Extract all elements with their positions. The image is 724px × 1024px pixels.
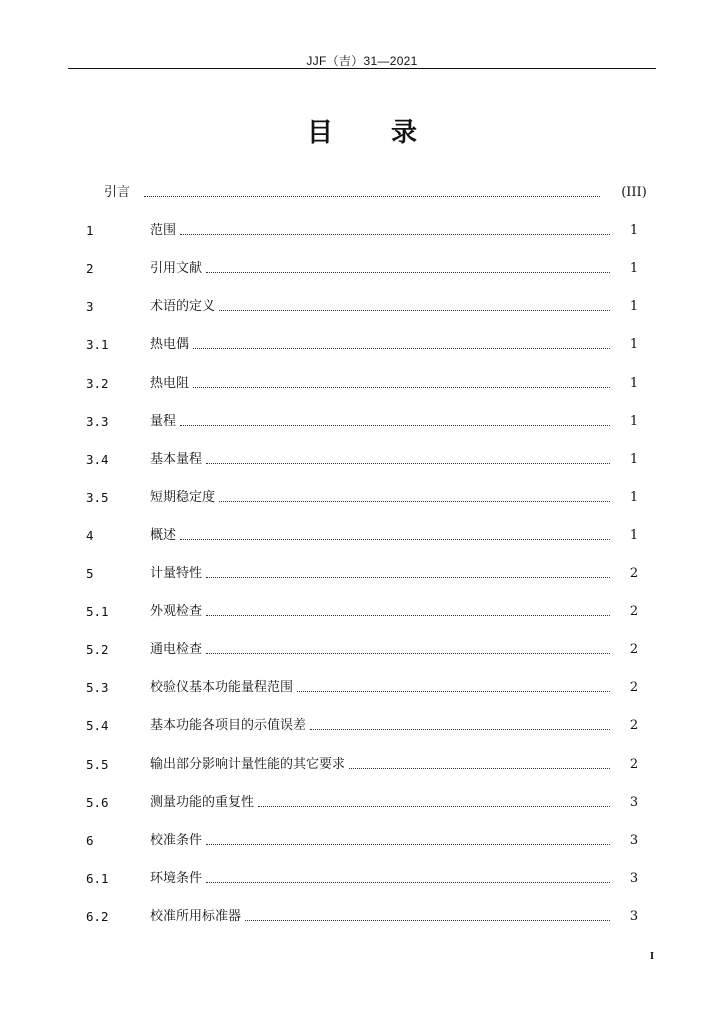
toc-entry-number: 3.2 (86, 375, 109, 391)
toc-dot-leader (144, 195, 600, 197)
toc-entry-page: 2 (629, 604, 639, 620)
toc-entry[interactable] (0, 334, 724, 356)
toc-dot-leader (219, 309, 610, 311)
toc-entry[interactable] (0, 677, 724, 699)
toc-entry-page: 1 (629, 299, 639, 315)
toc-dot-leader (206, 576, 610, 578)
toc-entry-body (150, 220, 610, 242)
toc-entry-label: 量程 (150, 413, 177, 429)
toc-dot-leader (180, 233, 610, 235)
toc-entry-label: 基本量程 (150, 451, 203, 467)
toc-entry-body (150, 487, 610, 509)
toc-entry-label: 热电偶 (150, 337, 190, 353)
toc-entry-page: 3 (629, 908, 639, 924)
toc-entry-body (150, 373, 610, 395)
toc-entry-label: 概述 (150, 527, 177, 543)
toc-entry-number: 3 (86, 299, 94, 315)
toc-entry[interactable] (0, 639, 724, 661)
toc-entry-page: 1 (629, 261, 639, 277)
toc-entry-number: 5.2 (86, 642, 109, 658)
toc-entry-number: 5.3 (86, 680, 109, 696)
toc-entry-label: 短期稳定度 (150, 489, 216, 505)
toc-entry[interactable] (0, 373, 724, 395)
toc-entry-body (150, 868, 610, 890)
toc-entry-page: 2 (629, 718, 639, 734)
toc-entry-number: 5 (86, 566, 94, 581)
toc-entry-number: 5.6 (86, 794, 109, 810)
toc-entry[interactable] (0, 449, 724, 471)
toc-entry-number: 5.1 (86, 604, 109, 620)
toc-entry-number: 1 (86, 223, 94, 239)
toc-entry-body (150, 639, 610, 661)
toc-entry-page: 1 (629, 489, 639, 505)
toc-entry-label: 校准条件 (150, 832, 203, 848)
toc-entry[interactable] (0, 487, 724, 509)
toc-entry-page: 1 (629, 223, 639, 239)
toc-entry[interactable] (0, 296, 724, 318)
toc-entry-label: 通电检查 (150, 642, 203, 658)
toc-dot-leader (206, 652, 610, 654)
toc-entry[interactable] (0, 868, 724, 890)
toc-entry-number: 5.4 (86, 718, 109, 734)
toc-entry-body (150, 449, 610, 471)
toc-entry[interactable] (0, 563, 724, 585)
title-char-2: 录 (391, 118, 418, 148)
toc-entry-body (150, 411, 610, 433)
toc-entry-number: 3.4 (86, 451, 109, 467)
toc-entry-body (150, 334, 610, 356)
toc-entry-page: 2 (629, 642, 639, 658)
toc-entry-label: 校验仪基本功能量程范围 (150, 680, 294, 696)
toc-dot-leader (180, 538, 610, 540)
toc-entry-page: 3 (629, 794, 639, 810)
toc-entry-number: 3.1 (86, 337, 109, 353)
toc-entry-number: 3.3 (86, 413, 109, 429)
toc-dot-leader (206, 843, 610, 845)
toc-entry-body (150, 601, 610, 623)
toc-entry[interactable] (0, 715, 724, 737)
toc-dot-leader (206, 614, 610, 616)
toc-entry-label: 热电阻 (150, 375, 190, 391)
toc-entry-number: 6 (86, 832, 94, 848)
toc-entry-label: 校准所用标准器 (150, 908, 242, 924)
page-folio: I (649, 950, 655, 962)
toc-entry-label: 计量特性 (150, 566, 203, 581)
toc-entry-label: 引用文献 (150, 261, 203, 277)
toc-entry-label: 引言 (104, 185, 131, 200)
toc-entry-label: 术语的定义 (150, 299, 216, 315)
toc-entry-body (104, 182, 600, 204)
toc-entry-number: 3.5 (86, 489, 109, 505)
toc-entry-page: (III) (621, 185, 647, 200)
toc-entry-body (150, 258, 610, 280)
toc-dot-leader (206, 462, 610, 464)
toc-entry[interactable] (0, 182, 724, 204)
toc-entry-page: 2 (629, 566, 639, 581)
toc-entry-label: 测量功能的重复性 (150, 794, 255, 810)
toc-entry-body (150, 677, 610, 699)
toc-entry[interactable] (0, 792, 724, 814)
toc-entry[interactable] (0, 830, 724, 852)
toc-entry-page: 1 (629, 451, 639, 467)
toc-dot-leader (180, 424, 610, 426)
toc-entry-body (150, 563, 610, 585)
toc-entry-page: 1 (629, 527, 639, 543)
toc-dot-leader (310, 728, 610, 730)
toc-entry-page: 2 (629, 756, 639, 772)
toc-entry-body (150, 296, 610, 318)
toc-dot-leader (193, 347, 610, 349)
toc-entry-body (150, 830, 610, 852)
toc-entry-body (150, 754, 610, 776)
toc-entry-label: 基本功能各项目的示值误差 (150, 718, 307, 734)
toc-entry-number: 6.2 (86, 908, 109, 924)
toc-entry[interactable] (0, 525, 724, 547)
toc-entry-number: 5.5 (86, 756, 109, 772)
toc-entry-page: 1 (629, 375, 639, 391)
toc-entry-page: 1 (629, 337, 639, 353)
toc-entry[interactable] (0, 411, 724, 433)
toc-entry-page: 3 (629, 832, 639, 848)
toc-dot-leader (245, 919, 610, 921)
toc-entry-label: 外观检查 (150, 604, 203, 620)
toc-entry-body (150, 792, 610, 814)
toc-entry-body (150, 525, 610, 547)
toc-entry-body (150, 906, 610, 928)
toc-entry-number: 6.1 (86, 870, 109, 886)
standard-code-header: JJF（吉）31—2021 (306, 54, 418, 68)
toc-entry-page: 2 (629, 680, 639, 696)
toc-entry[interactable] (0, 754, 724, 776)
toc-dot-leader (258, 805, 610, 807)
toc-entry-page: 3 (629, 870, 639, 886)
toc-dot-leader (219, 500, 610, 502)
toc-entry-page: 1 (629, 413, 639, 429)
toc-entry-label: 环境条件 (150, 870, 203, 886)
toc-entry[interactable] (0, 601, 724, 623)
toc-dot-leader (193, 386, 610, 388)
toc-entry[interactable] (0, 906, 724, 928)
title-char-1: 目 (306, 118, 333, 148)
toc-dot-leader (297, 690, 610, 692)
toc-dot-leader (206, 881, 610, 883)
toc-entry-number: 4 (86, 527, 94, 543)
toc-dot-leader (206, 271, 610, 273)
toc-entry-number: 2 (86, 261, 94, 277)
toc-entry-label: 范围 (150, 223, 177, 239)
toc-entry-label: 输出部分影响计量性能的其它要求 (150, 756, 346, 772)
toc-dot-leader (349, 767, 610, 769)
toc-entry-body (150, 715, 610, 737)
toc-entry[interactable] (0, 258, 724, 280)
toc-entry[interactable] (0, 220, 724, 242)
